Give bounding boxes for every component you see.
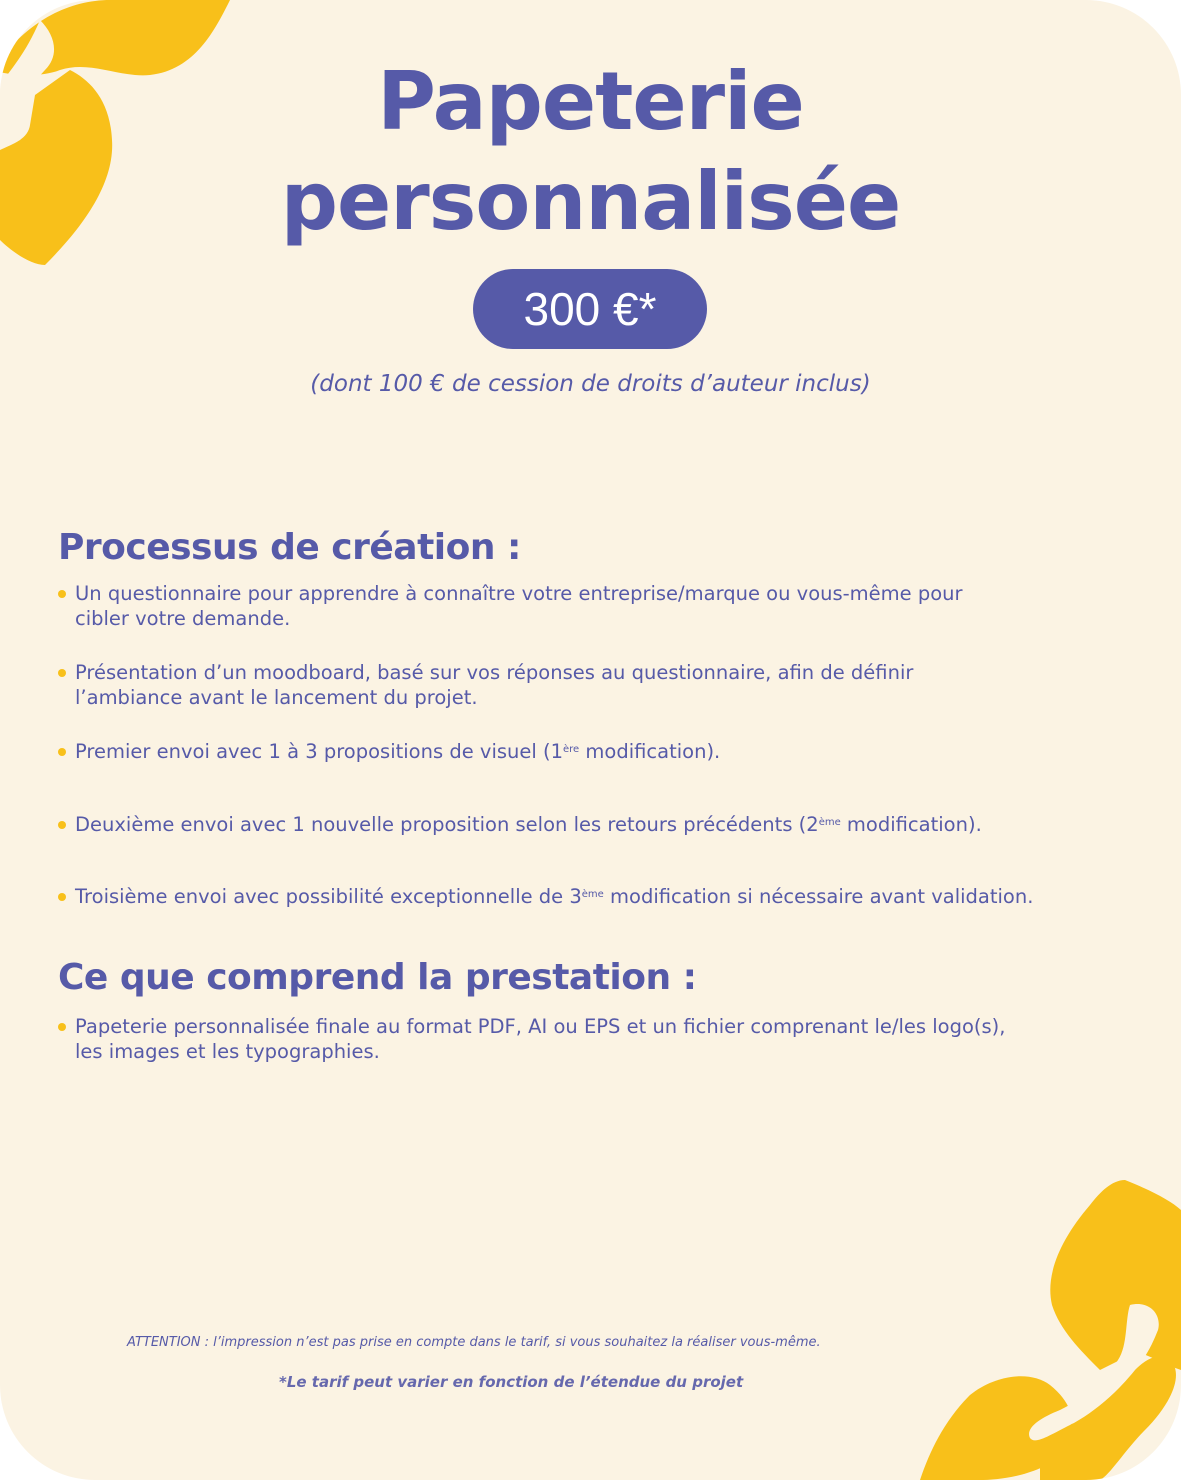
includes-item: Papeterie personnalisée finale au format PDF, AI ou EPS et un fichier comprenant le/les logo(s), les images et les typographies. xyxy=(58,1014,1148,1064)
attention-note: ATTENTION : l’impression n’est pas prise en compte dans le tarif, si vous souhaitez la réaliser vous-même. xyxy=(127,1335,821,1350)
bullet-dot xyxy=(58,748,66,756)
price-badge: 300 €* xyxy=(473,269,707,349)
leaf-decoration-bottom-right xyxy=(900,1170,1181,1480)
process-heading: Processus de création : xyxy=(58,527,521,568)
page-title-line-1: Papeterie xyxy=(377,55,804,148)
page-title-line-2: personnalisée xyxy=(280,155,901,248)
bullet-dot xyxy=(58,1023,66,1031)
bullet-dot xyxy=(58,821,66,829)
bullet-dot xyxy=(58,669,66,677)
process-item: Troisième envoi avec possibilité exceptionnelle de 3ème modification si nécessaire avant validation. xyxy=(58,884,1148,909)
process-item: Deuxième envoi avec 1 nouvelle proposition selon les retours précédents (2ème modification). xyxy=(58,812,1148,837)
process-item: Un questionnaire pour apprendre à connaître votre entreprise/marque ou vous-même pour cibler votre demande. xyxy=(58,581,1148,631)
bullet-dot xyxy=(58,893,66,901)
bullet-dot xyxy=(58,590,66,598)
process-item: Premier envoi avec 1 à 3 propositions de visuel (1ère modification). xyxy=(58,739,1148,764)
process-item: Présentation d’un moodboard, basé sur vos réponses au questionnaire, afin de définir l’ambiance avant le lancement du projet. xyxy=(58,660,1148,710)
price-subtitle: (dont 100 € de cession de droits d’auteur inclus) xyxy=(310,371,871,397)
includes-heading: Ce que comprend la prestation : xyxy=(58,957,697,998)
tariff-note: *Le tarif peut varier en fonction de l’étendue du projet xyxy=(279,1373,744,1391)
